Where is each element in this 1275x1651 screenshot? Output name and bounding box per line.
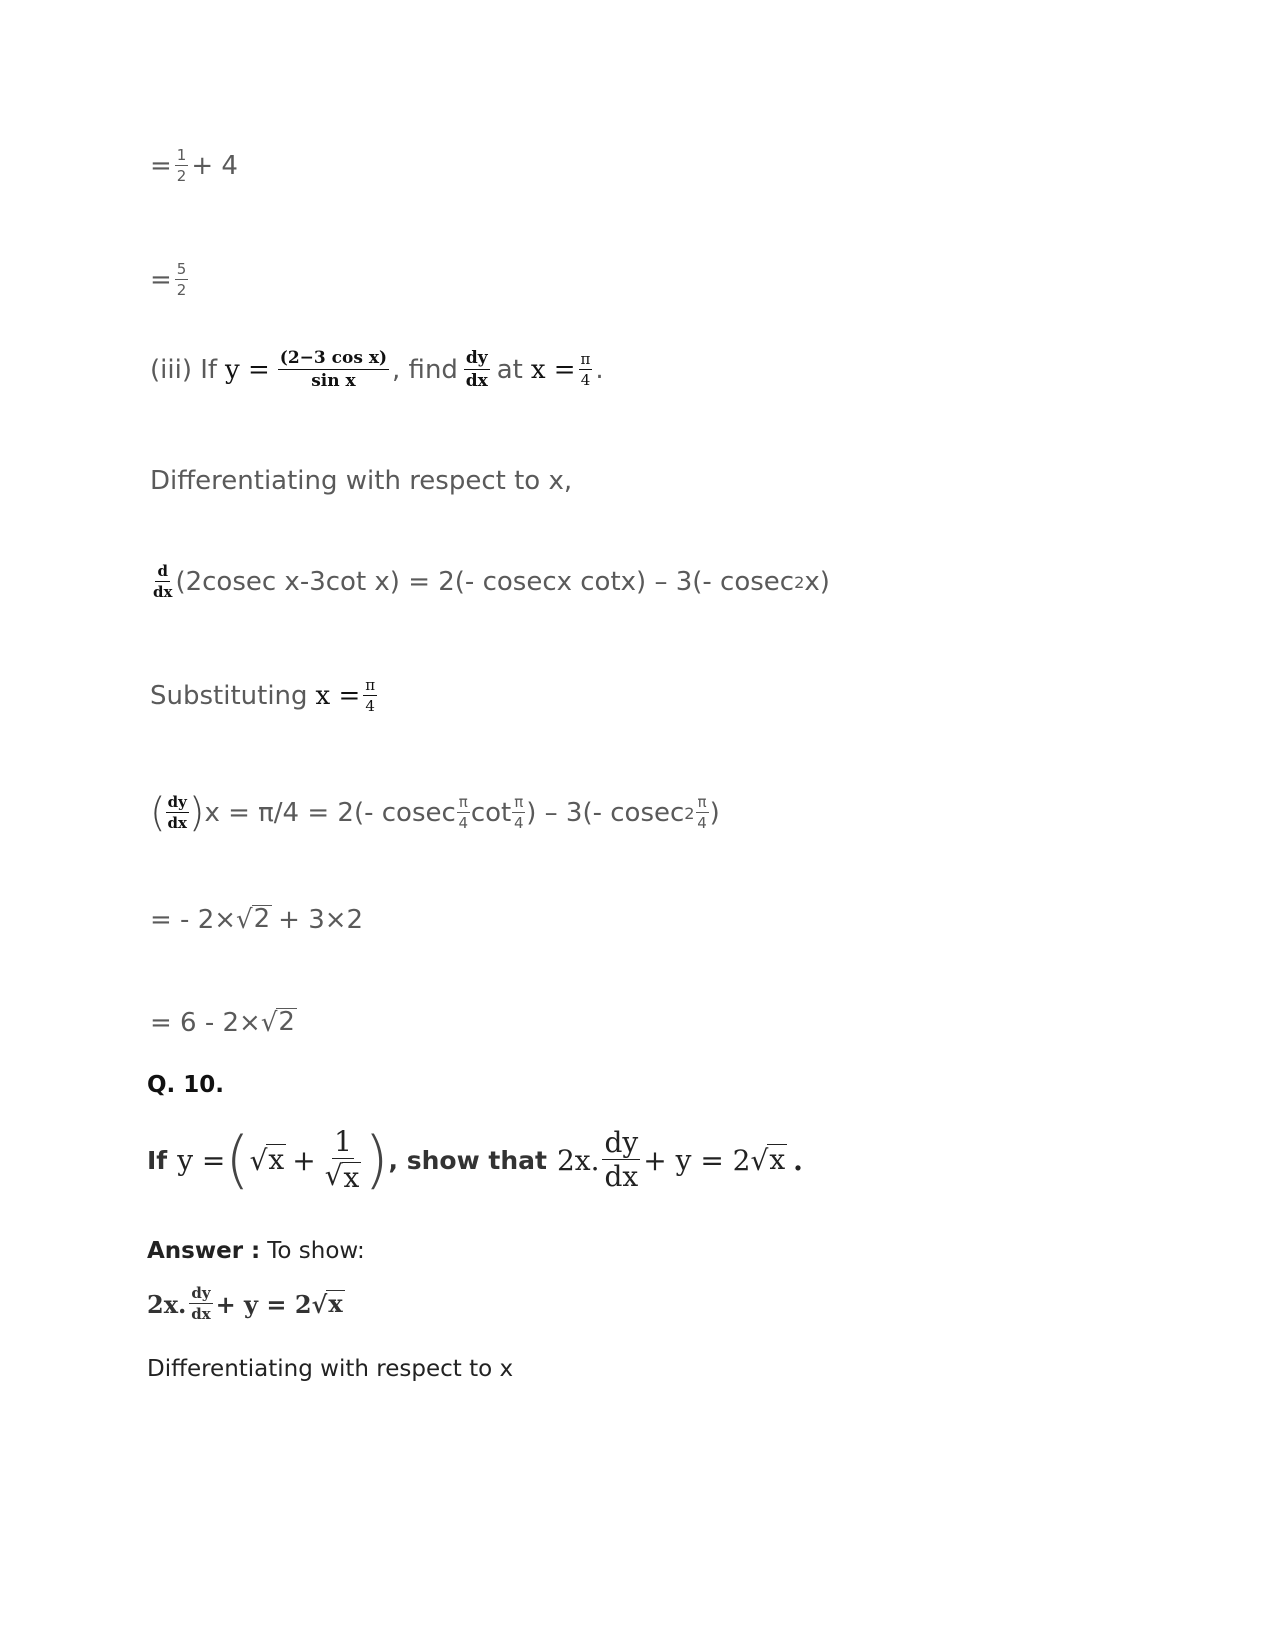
fraction-d-dx [153,564,172,600]
answer-text: To show: [267,1238,365,1264]
result-expression: = - 2× [150,905,237,935]
answer-formula [147,1286,345,1322]
numerator: π [365,676,376,694]
fraction-dy-dx [602,1126,640,1194]
rhs-term: + y = 2 [643,1143,751,1177]
numerator: d [157,562,168,580]
fraction-pi-over-4 [363,678,377,714]
fraction-dy-dx [166,795,189,831]
result-expression: = 6 - 2× [150,1008,261,1038]
differentiating-statement [150,466,572,496]
fraction-expression [278,350,389,390]
radicand: 2 [253,904,271,934]
numerator: dy [191,1284,211,1302]
fraction-dy-dx [464,350,490,390]
exponent: 2 [684,803,695,823]
rhs-term: + y = 2 [215,1289,312,1319]
radicand: 2 [278,1007,295,1037]
numerator: (2−3 cos x) [279,348,388,368]
fraction-five-halves [175,262,189,298]
fraction-pi-over-4 [696,795,709,831]
radical-sign: √ [260,1008,278,1038]
denominator [325,1159,362,1192]
answer-differentiating-statement [147,1356,513,1382]
question-number-text: Q. 10. [147,1072,225,1098]
substituting-statement [150,678,380,714]
radical-sign: √ [311,1289,328,1319]
y-equals: y = [225,355,270,385]
radical-sign: √ [324,1159,343,1192]
lhs-term: 2x. [556,1143,600,1177]
denominator: dx [604,1160,639,1194]
denominator: 4 [365,697,375,715]
numerator: π [580,350,591,368]
plus-four: + 4 [191,151,238,181]
lhs-term: 2x. [147,1289,187,1319]
closing-paren: ) [709,798,720,828]
step-half-plus-four [150,148,238,184]
left-paren: ( [150,790,166,836]
left-paren: ( [225,1123,250,1197]
x-equals: x = [315,681,361,711]
denominator: 2 [176,281,187,299]
numerator: π [697,793,707,811]
numerator: 5 [176,260,187,278]
denominator: dx [191,1305,211,1323]
part-iii-statement [150,350,604,390]
sqrt-x [751,1144,788,1177]
radical-sign: √ [750,1143,769,1177]
denominator: 4 [697,814,707,832]
numerator: dy [465,348,488,368]
show-that-text: , show that [388,1145,547,1175]
sqrt-two [261,1008,297,1038]
if-text: If [147,1145,168,1175]
numerator: π [514,793,524,811]
find-text: , find [392,355,458,385]
evaluation-step [150,790,720,836]
answer-label: Answer : [147,1238,261,1264]
numerator: dy [604,1126,639,1160]
result-step-1 [150,905,363,935]
radical-sign: √ [236,905,253,935]
radicand: x [343,1161,360,1194]
fraction-pi-over-4 [457,795,470,831]
statement-text: Substituting [150,681,308,711]
derivative-expression: (2cosec x-3cot x) = 2(- cosecx cotx) – 3(- cosec [175,567,795,597]
exponent: 2 [794,572,805,592]
fraction-pi-over-4 [512,795,525,831]
x-equals: x = [530,355,576,385]
period: . [595,355,604,385]
equals-sign: = [150,265,172,295]
result-step-2 [150,1008,297,1038]
fraction-one-over-sqrt-x [324,1125,362,1194]
radicand: x [268,1142,285,1176]
denominator: dx [465,371,488,391]
period: . [793,1143,803,1177]
radicand: x [769,1142,786,1176]
step-five-halves [150,262,191,298]
denominator: 4 [513,814,524,832]
evaluation-expression-cont: ) – 3(- cosec [526,798,685,828]
denominator: dx [153,583,173,601]
fraction-dy-dx [189,1286,212,1322]
denominator: sin x [311,371,356,391]
answer-heading [147,1238,365,1264]
evaluation-expression: x = π/4 = 2(- cosec [204,798,456,828]
right-paren: ) [188,790,205,836]
part-label: (iii) If [150,355,218,385]
denominator: 4 [580,371,591,389]
at-text: at [496,355,523,385]
question-statement [147,1123,803,1197]
cot-text: cot [470,798,512,828]
radical-sign: √ [249,1143,268,1177]
right-paren: ) [364,1123,389,1197]
question-number [147,1072,224,1098]
sqrt-two [236,905,272,935]
result-expression-cont: + 3×2 [278,905,364,935]
numerator: π [458,793,468,811]
denominator: dx [167,814,187,832]
denominator: 2 [176,167,187,185]
denominator: 4 [458,814,469,832]
y-equals: y = [177,1143,226,1177]
numerator: 1 [176,146,187,164]
derivative-step [150,564,830,600]
fraction-one-half [175,148,189,184]
statement-text: Differentiating with respect to x [147,1356,514,1382]
radicand: x [328,1288,343,1318]
fraction-pi-over-4 [579,352,593,388]
sqrt-x [312,1290,345,1319]
numerator: dy [167,793,187,811]
equals-sign: = [150,151,172,181]
sqrt-x [250,1144,287,1177]
statement-text: Differentiating with respect to x, [150,466,573,496]
numerator: 1 [334,1125,352,1158]
derivative-end: x) [804,567,830,597]
plus-sign: + [292,1143,316,1177]
